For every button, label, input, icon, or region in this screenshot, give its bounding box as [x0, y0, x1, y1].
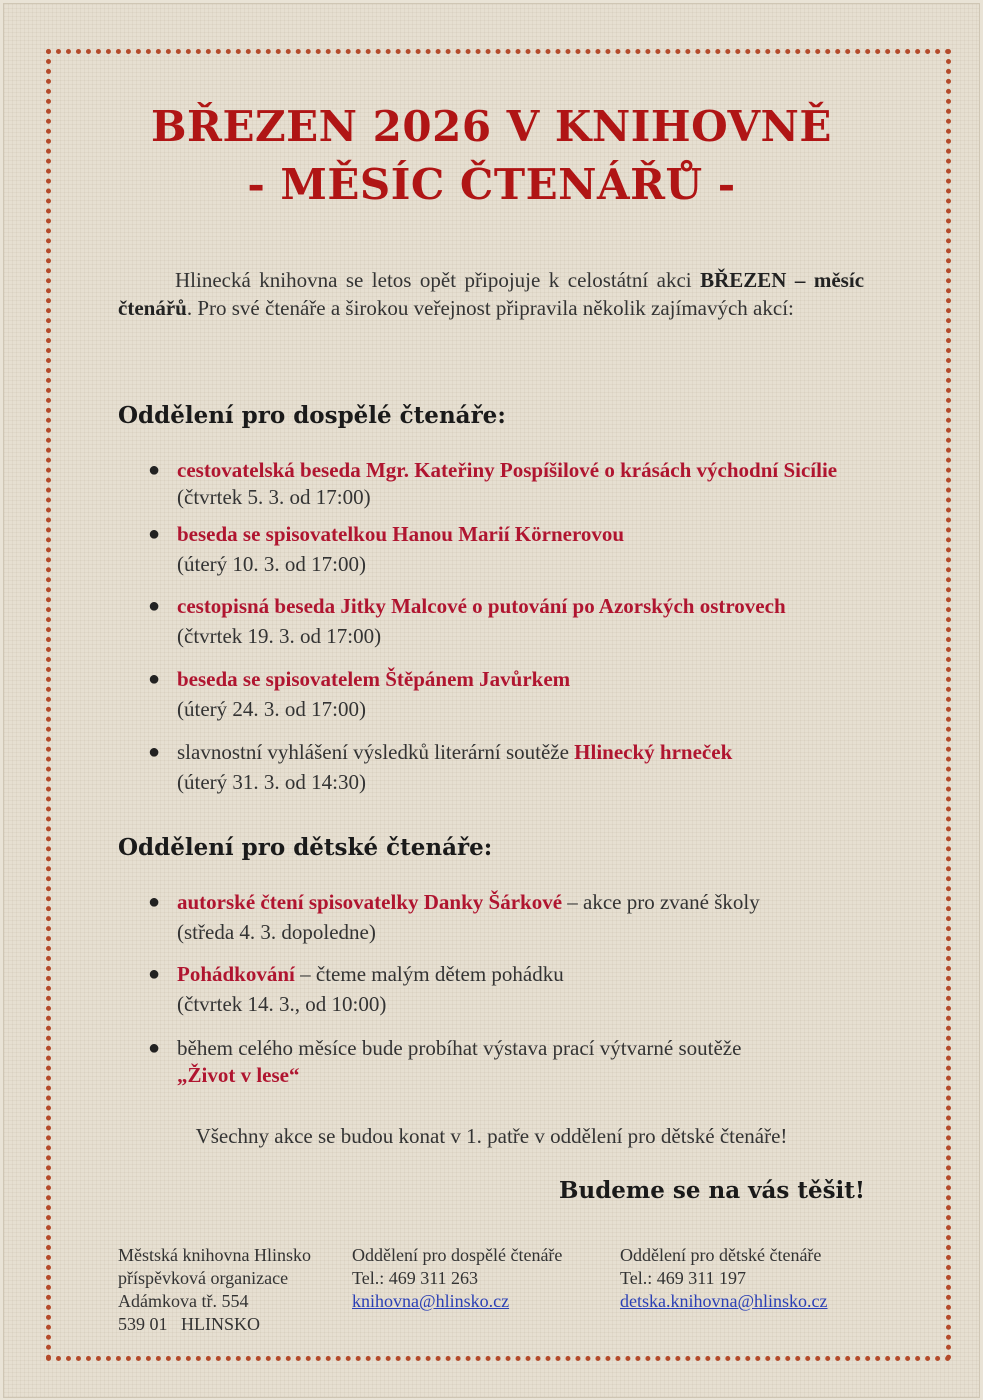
- event-title: cestovatelská beseda Mgr. Kateřiny Pospíšilové o krásách východní Sicílie: [177, 458, 838, 482]
- event-date: (úterý 10. 3. od 17:00): [177, 552, 366, 576]
- children-section-heading: Oddělení pro dětské čtenáře:: [118, 834, 493, 861]
- title-line-1: BŘEZEN 2026 V KNIHOVNĚ: [151, 102, 832, 151]
- event-text: během celého měsíce bude probíhat výstava prací výtvarné soutěže: [177, 1036, 742, 1060]
- event-date: (úterý 24. 3. od 17:00): [177, 697, 366, 721]
- footer-line: 539 01 HLINSKO: [118, 1314, 260, 1334]
- bullet-icon: ●: [148, 963, 161, 985]
- event-date: (úterý 31. 3. od 14:30): [177, 770, 366, 794]
- event-date: (středa 4. 3. dopoledne): [177, 920, 376, 944]
- event-date: (čtvrtek 5. 3. od 17:00): [177, 485, 371, 509]
- event-title: „Život v lese“: [177, 1063, 300, 1087]
- bullet-icon: ●: [148, 1037, 161, 1059]
- closing-text: Budeme se na vás těšit!: [559, 1177, 865, 1204]
- children-email-link[interactable]: detska.knihovna@hlinsko.cz: [620, 1291, 828, 1311]
- footer-address: [118, 1244, 311, 1336]
- bullet-icon: ●: [148, 891, 161, 913]
- event-title: cestopisná beseda Jitky Malcové o putování po Azorských ostrovech: [177, 594, 786, 618]
- title-line-2: - MĚSÍC ČTENÁŘŮ -: [247, 160, 736, 209]
- bullet-icon: ●: [148, 668, 161, 690]
- bullet-icon: ●: [148, 459, 161, 481]
- footer-phone: Tel.: 469 311 263: [352, 1268, 479, 1288]
- event-text: – akce pro zvané školy: [562, 890, 760, 914]
- footer-line: Oddělení pro dospělé čtenáře: [352, 1245, 563, 1265]
- adult-section-heading: Oddělení pro dospělé čtenáře:: [118, 402, 506, 429]
- event-title: beseda se spisovatelkou Hanou Marií Körnerovou: [177, 522, 625, 546]
- intro-bold-text: BŘEZEN – měsíc čtenářů: [118, 268, 865, 320]
- intro-text-2: . Pro své čtenáře a širokou veřejnost připravila několik zajímavých akcí:: [186, 296, 794, 320]
- event-title: Pohádkování: [177, 962, 295, 986]
- event-text: slavnostní vyhlášení výsledků literární soutěže: [177, 740, 575, 764]
- bullet-icon: ●: [148, 523, 161, 545]
- event-title: beseda se spisovatelem Štěpánem Javůrkem: [177, 667, 571, 691]
- event-text: – čteme malým dětem pohádku: [294, 962, 564, 986]
- bullet-icon: ●: [148, 595, 161, 617]
- event-title: Hlinecký hrneček: [574, 740, 733, 764]
- event-date: (čtvrtek 19. 3. od 17:00): [177, 624, 382, 648]
- intro-paragraph: [118, 266, 864, 322]
- bullet-icon: ●: [148, 741, 161, 763]
- footer-line: Městská knihovna Hlinsko: [118, 1245, 311, 1265]
- footer-adult-contact: [352, 1244, 562, 1313]
- footer-children-contact: [620, 1244, 828, 1313]
- location-note: Všechny akce se budou konat v 1. patře v oddělení pro dětské čtenáře!: [195, 1124, 788, 1148]
- event-title: autorské čtení spisovatelky Danky Šárkové: [177, 890, 563, 914]
- footer-phone: Tel.: 469 311 197: [620, 1268, 747, 1288]
- footer-line: Adámkova tř. 554: [118, 1291, 249, 1311]
- event-date: (čtvrtek 14. 3., od 10:00): [177, 992, 387, 1016]
- footer-line: Oddělení pro dětské čtenáře: [620, 1245, 822, 1265]
- intro-text-1: Hlinecká knihovna se letos opět připojuje k celostátní akci: [175, 268, 701, 292]
- footer-line: příspěvková organizace: [118, 1268, 289, 1288]
- adult-email-link[interactable]: knihovna@hlinsko.cz: [352, 1291, 510, 1311]
